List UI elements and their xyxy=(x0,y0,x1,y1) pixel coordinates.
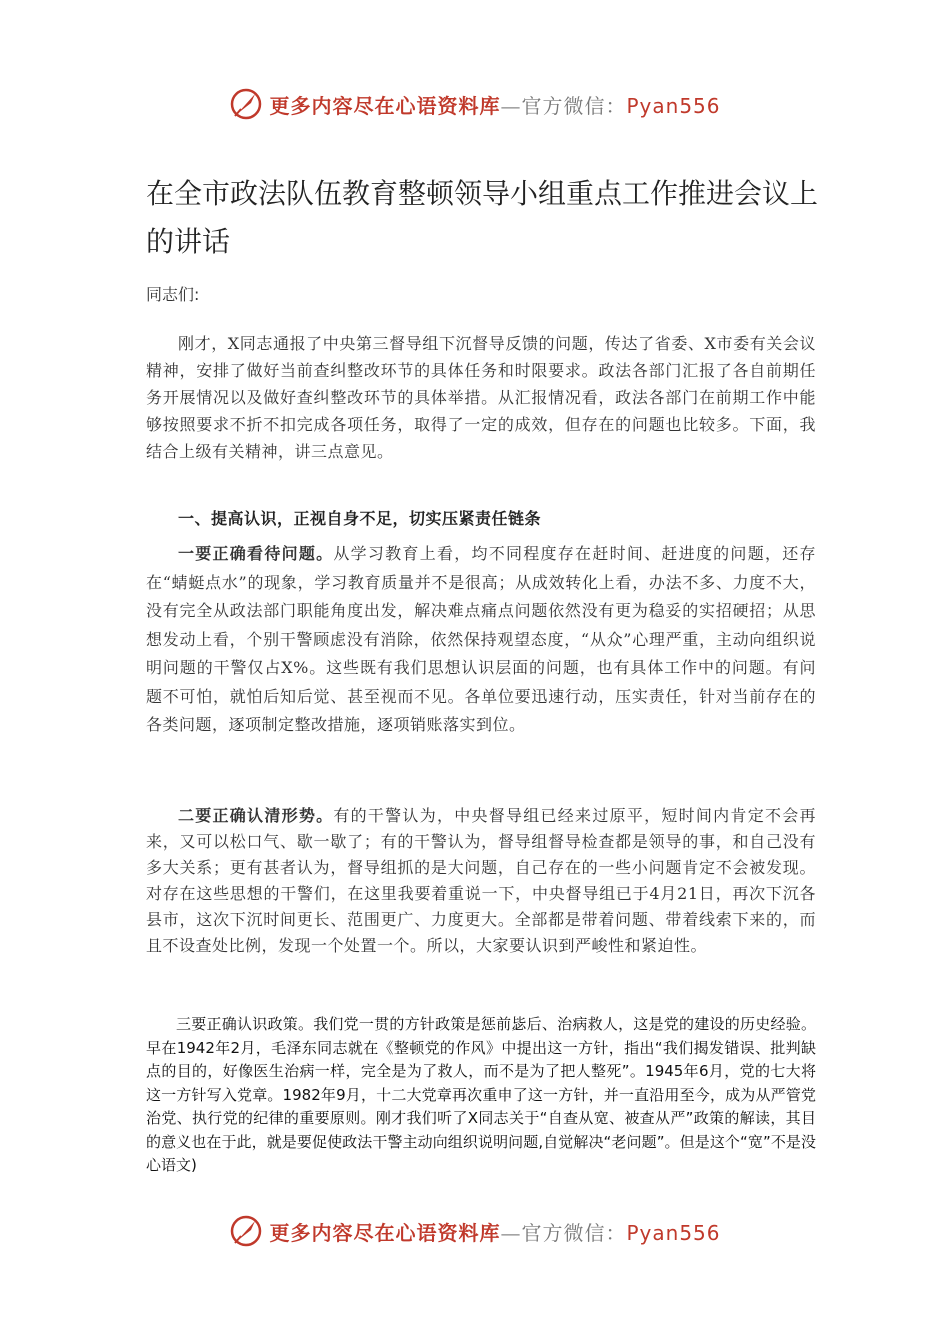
point-three-paragraph: 三要正确认识政策。我们党一贯的方针政策是惩前毖后、治病救人，这是党的建设的历史经验。早在1942年2月，毛泽东同志就在《整顿党的作风》中提出这一方针，指出“我们揭发错误、批判缺点的目的，好像医生治病一样，完全是为了救人，而不是为了把人整死”。1945年6月，党的七大将这一方针写入党章。1982年9月，十二大党章再次重申了这一方针，并一直沿用至今，成为从严管党治党、执行党的纪律的重要原则。刚才我们听了X同志关于“自查从宽、被查从严”政策的解读，其目的意义也在于此，就是要促使政法干警主动向组织说明问题,自觉解决“老问题”。但是这个“宽”不是没心语文) xyxy=(146,1015,816,1174)
watermark-id: Pyan556 xyxy=(626,93,721,118)
watermark-text xyxy=(269,90,720,119)
watermark-main: 更多内容尽在心语资料库 xyxy=(269,1220,501,1245)
watermark-dash: — xyxy=(500,93,522,118)
watermark-sub: 官方微信： xyxy=(521,1220,627,1245)
intro-paragraph: 刚才，X同志通报了中央第三督导组下沉督导反馈的问题，传达了省委、X市委有关会议精神，安排了做好当前查纠整改环节的具体任务和时限要求。政法各部门汇报了各自前期任务开展情况以及做好查纠整改环节的具体举措。从汇报情况看，政法各部门在前期工作中能够按照要求不折不扣完成各项任务，取得了一定的成效，但存在的问题也比较多。下面，我结合上级有关精神，讲三点意见。 xyxy=(146,334,816,461)
point-two-lead: 二要正确认清形势。 xyxy=(178,806,334,825)
salutation: 同志们: xyxy=(146,285,200,304)
watermark-header xyxy=(0,84,950,124)
point-one-paragraph xyxy=(146,540,816,740)
point-one-text: 从学习教育上看，均不同程度存在赶时间、赶进度的问题，还存在“蜻蜓点水”的现象，学习教育质量并不是很高；从成效转化上看，办法不多、力度不大，没有完全从政法部门职能角度出发，解决难点痛点问题依然没有更为稳妥的实招硬招；从思想发动上看，个别干警顾虑没有消除，依然保持观望态度，“从众”心理严重，主动向组织说明问题的干警仅占X%。这些既有我们思想认识层面的问题，也有具体工作中的问题。有问题不可怕，就怕后知后觉、甚至视而不见。各单位要迅速行动，压实责任，针对当前存在的各类问题，逐项制定整改措施，逐项销账落实到位。 xyxy=(146,544,816,734)
quill-logo-icon xyxy=(229,87,263,121)
watermark-text xyxy=(269,1217,720,1246)
quill-logo-icon xyxy=(229,1214,263,1248)
watermark-dash: — xyxy=(500,1220,522,1245)
watermark-footer xyxy=(0,1211,950,1251)
section-heading: 一、提高认识，正视自身不足，切实压紧责任链条 xyxy=(178,509,542,528)
watermark-sub: 官方微信： xyxy=(521,93,627,118)
point-two-paragraph xyxy=(146,803,816,959)
watermark-id: Pyan556 xyxy=(626,1220,721,1245)
watermark-main: 更多内容尽在心语资料库 xyxy=(269,93,501,118)
document-title: 在全市政法队伍教育整顿领导小组重点工作推进会议上的讲话 xyxy=(146,177,819,258)
point-two-text: 有的干警认为，中央督导组已经来过原平，短时间内肯定不会再来，又可以松口气、歇一歇了；有的干警认为，督导组督导检查都是领导的事，和自己没有多大关系；更有甚者认为，督导组抓的是大问题，自己存在的一些小问题肯定不会被发现。对存在这些思想的干警们，在这里我要着重说一下，中央督导组已于4月21日，再次下沉各县市，这次下沉时间更长、范围更广、力度更大。全部都是带着问题、带着线索下来的，而且不设查处比例，发现一个处置一个。所以，大家要认识到严峻性和紧迫性。 xyxy=(146,806,816,955)
point-one-lead: 一要正确看待问题。 xyxy=(178,544,334,563)
